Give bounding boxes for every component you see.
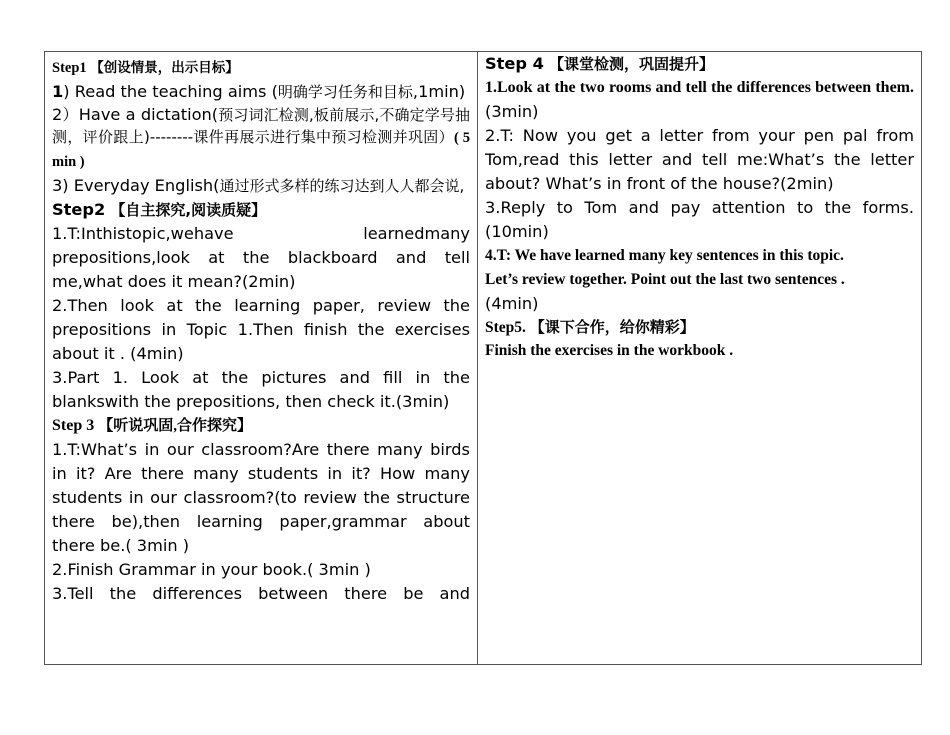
step2-title-cn: 【自主探究,阅读质疑】: [110, 201, 267, 219]
step4-item1-text: 1.Look at the two rooms and tell the differences between them.: [485, 79, 914, 96]
step3-title-cn: 【听说巩固,合作探究】: [98, 418, 252, 434]
step1-item2-cn: 预习词汇检测,板前展示,不确定学号抽测，评价跟上)--------课件再展示进行集中预习检测并巩固）: [52, 106, 471, 146]
table-row: [45, 52, 922, 665]
step3-item3: 3.Tell the differences between there be and: [52, 584, 470, 603]
step4-item2: 2.T: Now you get a letter from your pen pal from Tom,read this letter and tell me:What’s the letter about? What’s in front of the house?(2min): [485, 126, 914, 193]
step4-title: Step 4: [485, 54, 544, 73]
step1-title: Step1: [52, 60, 87, 76]
step1-item3: [52, 174, 470, 198]
step2-item3: 3.Part 1. Look at the pictures and fill in the blankswith the prepositions, then check it.(3min): [52, 368, 470, 411]
step3-title: Step 3: [52, 417, 95, 434]
step4-item4-b: Let’s review together. Point out the last two sentences .: [485, 271, 845, 288]
step1-heading: [52, 56, 470, 80]
step5-section: [485, 316, 914, 362]
step1-item2-time: ( 5 min ): [52, 130, 470, 170]
step1-item1-text: ) Read the teaching aims (: [63, 82, 278, 101]
step1-item2-text: 2）Have a dictation(: [52, 105, 219, 124]
step3-heading: [52, 414, 470, 438]
step2-item1-rest: prepositions,look at the blackboard and tell me,what does it mean?(2min): [52, 248, 470, 291]
step1-item3-cn: 通过形式多样的练习达到人人都会说,: [219, 177, 465, 195]
step3-section: [52, 414, 470, 606]
step1-title-cn: 【创设情景，出示目标】: [90, 60, 239, 75]
step1-item1-tail: ,1min): [412, 82, 466, 101]
left-column-cell: [45, 52, 478, 665]
step4-title-cn: 【课堂检测，巩固提升】: [549, 55, 715, 73]
step1-section: [52, 56, 470, 198]
step5-title: Step5.: [485, 319, 526, 336]
step3-item2: 2.Finish Grammar in your book.( 3min ): [52, 560, 371, 579]
step4-item1-time: (3min): [485, 102, 539, 121]
step4-item4-time: (4min): [485, 294, 539, 313]
step5-title-cn: 【课下合作，给你精彩】: [529, 320, 695, 336]
step2-title: Step2: [52, 200, 106, 219]
step2-section: [52, 198, 470, 414]
step1-item1-num: 1: [52, 82, 64, 101]
step5-item1: Finish the exercises in the workbook .: [485, 342, 734, 359]
right-column-cell: [478, 52, 922, 665]
step3-item1: 1.T:What’s in our classroom?Are there many birds in it? Are there many students in it? How many students in our classroom?(to review the structure there be),then learning paper,grammar about there be.( 3min ): [52, 440, 470, 555]
step1-item3-text: 3) Everyday English(: [52, 176, 220, 195]
step2-heading: [52, 198, 470, 222]
step5-heading: [485, 316, 914, 340]
step4-section: [485, 52, 914, 316]
step2-item1-first: 1.T:Inthistopic,wehave learnedmany: [52, 224, 470, 243]
lesson-plan-table: [44, 51, 922, 665]
step4-heading: [485, 52, 914, 76]
step1-item1-cn: 明确学习任务和目标: [277, 83, 413, 101]
step1-item2: [52, 104, 470, 174]
step4-item3: 3.Reply to Tom and pay attention to the forms.(10min): [485, 198, 914, 241]
step1-item1: [52, 80, 470, 104]
step2-item2: 2.Then look at the learning paper, review the prepositions in Topic 1.Then finish the exercises about it . (4min): [52, 296, 470, 363]
step4-item4-a: 4.T: We have learned many key sentences in this topic.: [485, 247, 844, 264]
step4-item1: [485, 76, 914, 124]
